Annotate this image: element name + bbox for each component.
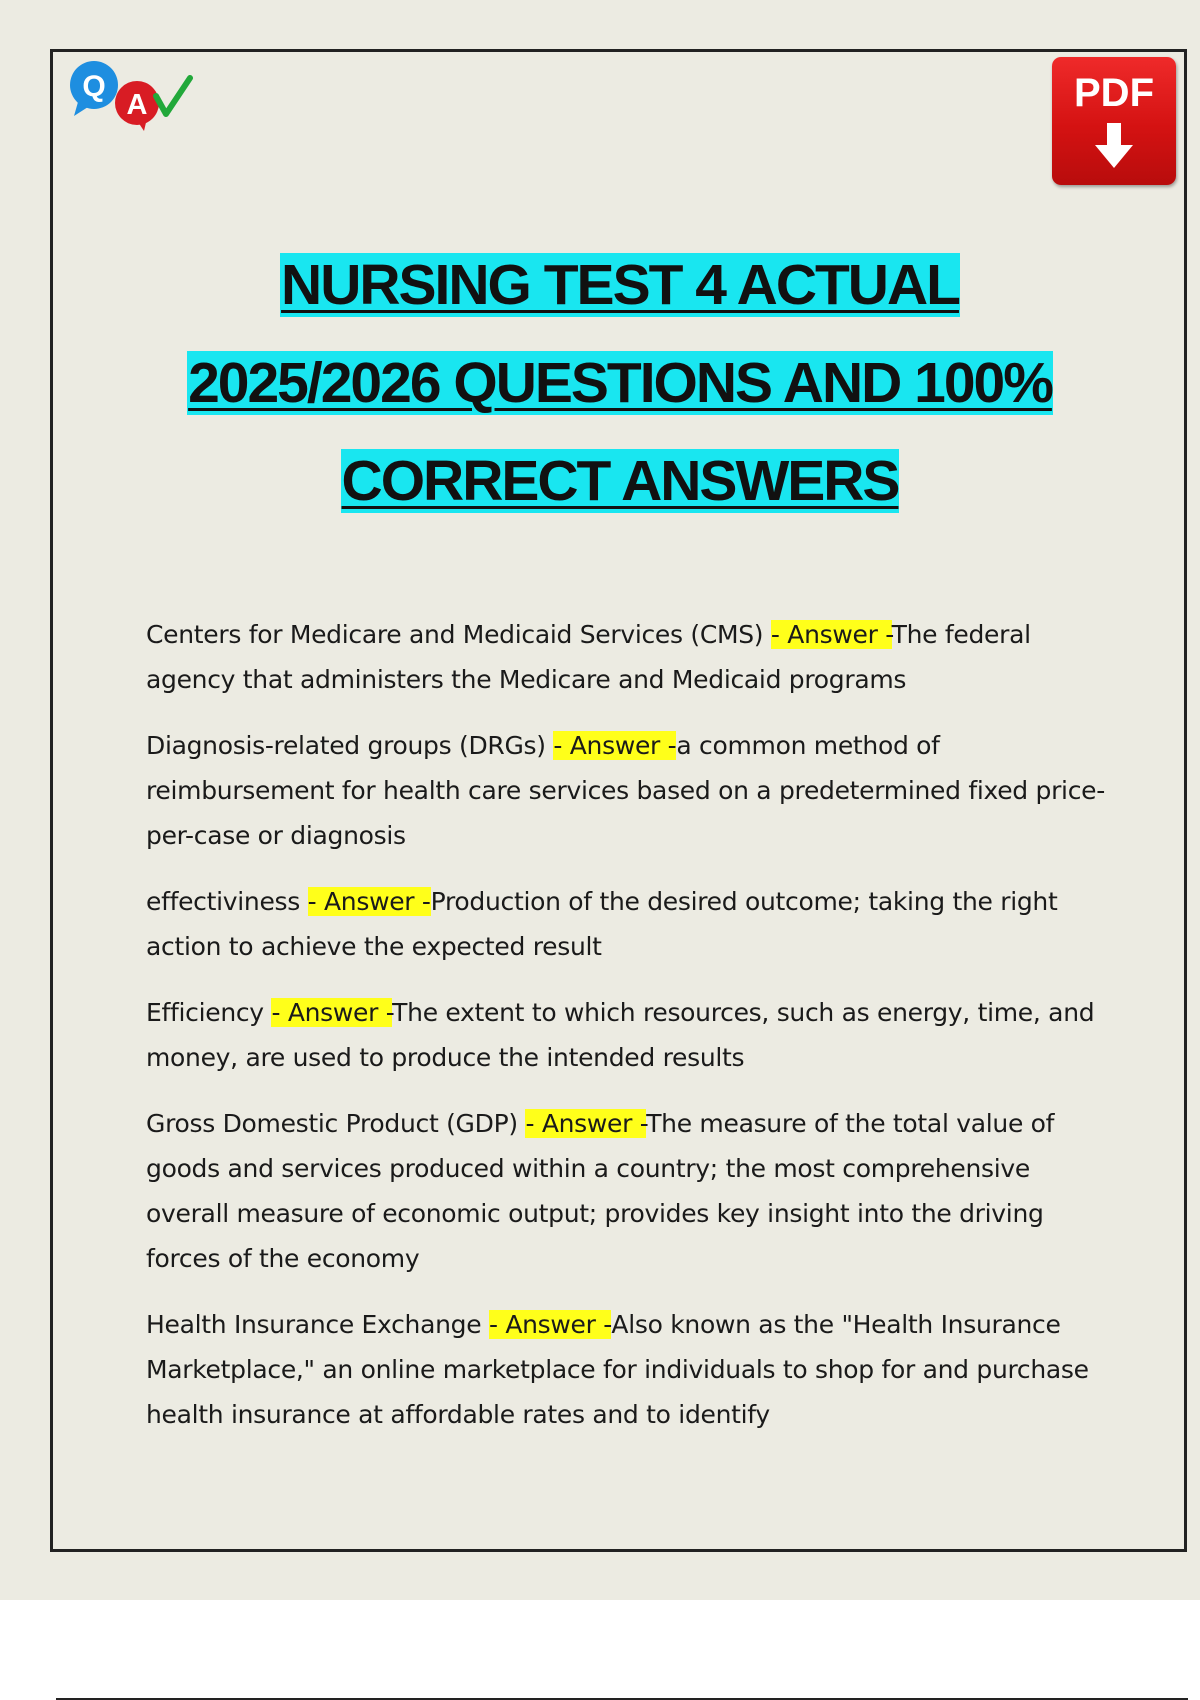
answer-marker: - Answer - — [525, 1109, 647, 1138]
document-title — [60, 236, 1180, 530]
qa-entry-health-insurance-exchange — [146, 1302, 1106, 1437]
entry-definition: The extent to which resources, such as energy, time, and money, are used to produce the intended results — [146, 998, 1095, 1072]
entry-definition: a common method of reimbursement for health care services based on a predetermined fixed price-per-case or diagnosis — [146, 731, 1105, 850]
qa-entries — [146, 612, 1106, 1458]
entry-definition: The federal agency that administers the Medicare and Medicaid programs — [146, 620, 1031, 694]
title-line-2: 2025/2026 QUESTIONS AND 100% — [188, 351, 1052, 415]
title-line-1: NURSING TEST 4 ACTUAL — [281, 253, 959, 317]
pdf-label: PDF — [1074, 71, 1154, 115]
qa-entry-drgs — [146, 723, 1106, 858]
answer-marker: - Answer - — [307, 887, 431, 916]
qa-entry-effectiviness — [146, 879, 1106, 969]
pdf-download-badge[interactable] — [1052, 57, 1176, 185]
entry-term: Gross Domestic Product (GDP) — [146, 1109, 526, 1138]
download-arrow-icon — [1094, 123, 1134, 169]
answer-marker: - Answer - — [271, 998, 393, 1027]
entry-term: Centers for Medicare and Medicaid Services (CMS) — [146, 620, 771, 649]
qa-entry-cms — [146, 612, 1106, 702]
entry-term: Diagnosis-related groups (DRGs) — [146, 731, 554, 760]
entry-definition: Also known as the "Health Insurance Marketplace," an online marketplace for individuals to shop for and purchase health insurance at affordable rates and to identify — [146, 1310, 1089, 1429]
svg-text:A: A — [126, 89, 148, 121]
answer-marker: - Answer - — [553, 731, 677, 760]
entry-definition: Production of the desired outcome; taking the right action to achieve the expected result — [146, 887, 1058, 961]
entry-term: Efficiency — [146, 998, 272, 1027]
qa-check-logo — [68, 58, 193, 133]
entry-term: Health Insurance Exchange — [146, 1310, 489, 1339]
title-line-3: CORRECT ANSWERS — [341, 449, 899, 513]
answer-marker: - Answer - — [770, 620, 892, 649]
answer-marker: - Answer - — [488, 1310, 612, 1339]
qa-entry-efficiency — [146, 990, 1106, 1080]
svg-text:Q: Q — [82, 70, 106, 103]
entry-definition: The measure of the total value of goods and services produced within a country; the most comprehensive overall measure of economic output; provides key insight into the driving forces of the economy — [146, 1109, 1055, 1273]
entry-term: effectiviness — [146, 887, 308, 916]
qa-entry-gdp — [146, 1101, 1106, 1281]
